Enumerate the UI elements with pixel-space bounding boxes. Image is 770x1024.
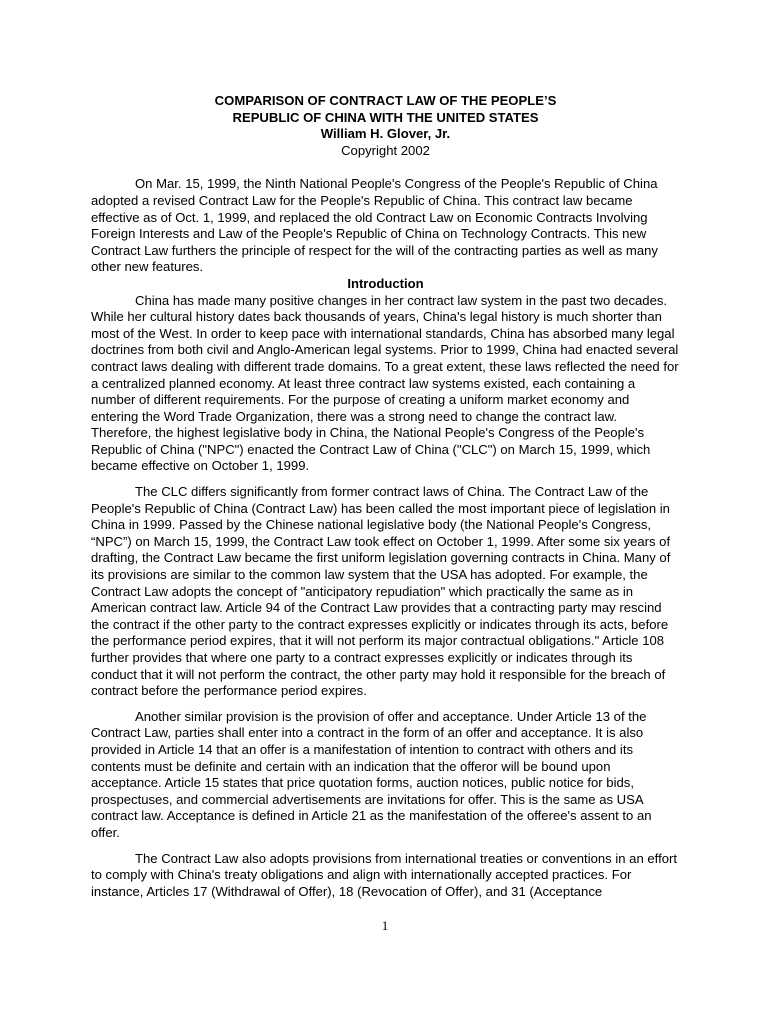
paragraph-intro-2: The CLC differs significantly from former contract laws of China. The Contract Law of the People's Republic of China (Contract Law) has been called the most important piece of legislation in China in 1999. Passed by the Chinese national legislative body (the National People's Congress, “NPC”) on March 15, 1999, the Contract Law took effect on October 1, 1999. After some six years of drafting, the Contract Law became the first uniform legislation governing contracts in China. Many of its provisions are similar to the common law system that the USA has adopted. For example, the Contract Law adopts the concept of "anticipatory repudiation" which practically the same as in American contract law. Article 94 of the Contract Law provides that a contracting party may rescind the contract if the other party to the contract expresses explicitly or indicates through its acts, before the performance period expires, that it will not perform its major contractual obligations." Article 108 further provides that where one party to a contract expresses explicitly or indicates through its conduct that it will not perform the contract, the other party may hold it responsible for the breach of contract before the performance period expires. <box>91 484 671 699</box>
paragraph-intro-1: China has made many positive changes in her contract law system in the past two decades. While her cultural history dates back thousands of years, China's legal history is much shorter than most of the West. In order to keep pace with international standards, China has absorbed many legal doctrines from both civil and Anglo-American legal systems. Prior to 1999, China had enacted several contract laws dealing with different trade domains. To a great extent, these laws reflected the need for a centralized planned economy. At least three contract law systems existed, each containing a number of different requirements. For the purpose of creating a uniform market economy and entering the Word Trade Organization, there was a strong need to change the contract law. Therefore, the highest legislative body in China, the National People's Congress of the People's Republic of China ("NPC") enacted the Contract Law of China ("CLC") on March 15, 1999, which became effective on October 1, 1999. <box>91 292 679 474</box>
page-number: 1 <box>381 918 389 933</box>
title-line-2: REPUBLIC OF CHINA WITH THE UNITED STATES <box>232 109 539 125</box>
section-heading-introduction: Introduction <box>347 275 424 291</box>
document-header <box>91 93 680 159</box>
copyright-notice: Copyright 2002 <box>341 142 430 158</box>
title-line-1: COMPARISON OF CONTRACT LAW OF THE PEOPLE’S <box>214 93 557 108</box>
paragraph-abstract: On Mar. 15, 1999, the Ninth National People's Congress of the People's Republic of China adopted a revised Contract Law for the People's Republic of China. This contract law became effective as of Oct. 1, 1999, and replaced the old Contract Law on Economic Contracts Involving Foreign Interests and Law of the People's Republic of China on Technology Contracts. This new Contract Law furthers the principle of respect for the will of the contracting parties as well as many other new features. <box>91 176 658 275</box>
paragraph-intro-3: Another similar provision is the provision of offer and acceptance. Under Article 13 of the Contract Law, parties shall enter into a contract in the form of an offer and acceptance. It is also provided in Article 14 that an offer is a manifestation of intention to contract with others and its contents must be definite and certain with an indication that the offeror will be bound upon acceptance. Article 15 states that price quotation forms, auction notices, public notice for bids, prospectuses, and commercial advertisements are invitations for offer. This is the same as USA contract law. Acceptance is defined in Article 21 as the manifestation of the offeree's assent to an offer. <box>91 708 652 840</box>
paragraph-intro-4: The Contract Law also adopts provisions from international treaties or conventions in an effort to comply with China's treaty obligations and align with internationally accepted practices. For instance, Articles 17 (Withdrawal of Offer), 18 (Revocation of Offer), and 31 (Acceptance <box>91 850 677 899</box>
author-name: William H. Glover, Jr. <box>320 126 451 142</box>
